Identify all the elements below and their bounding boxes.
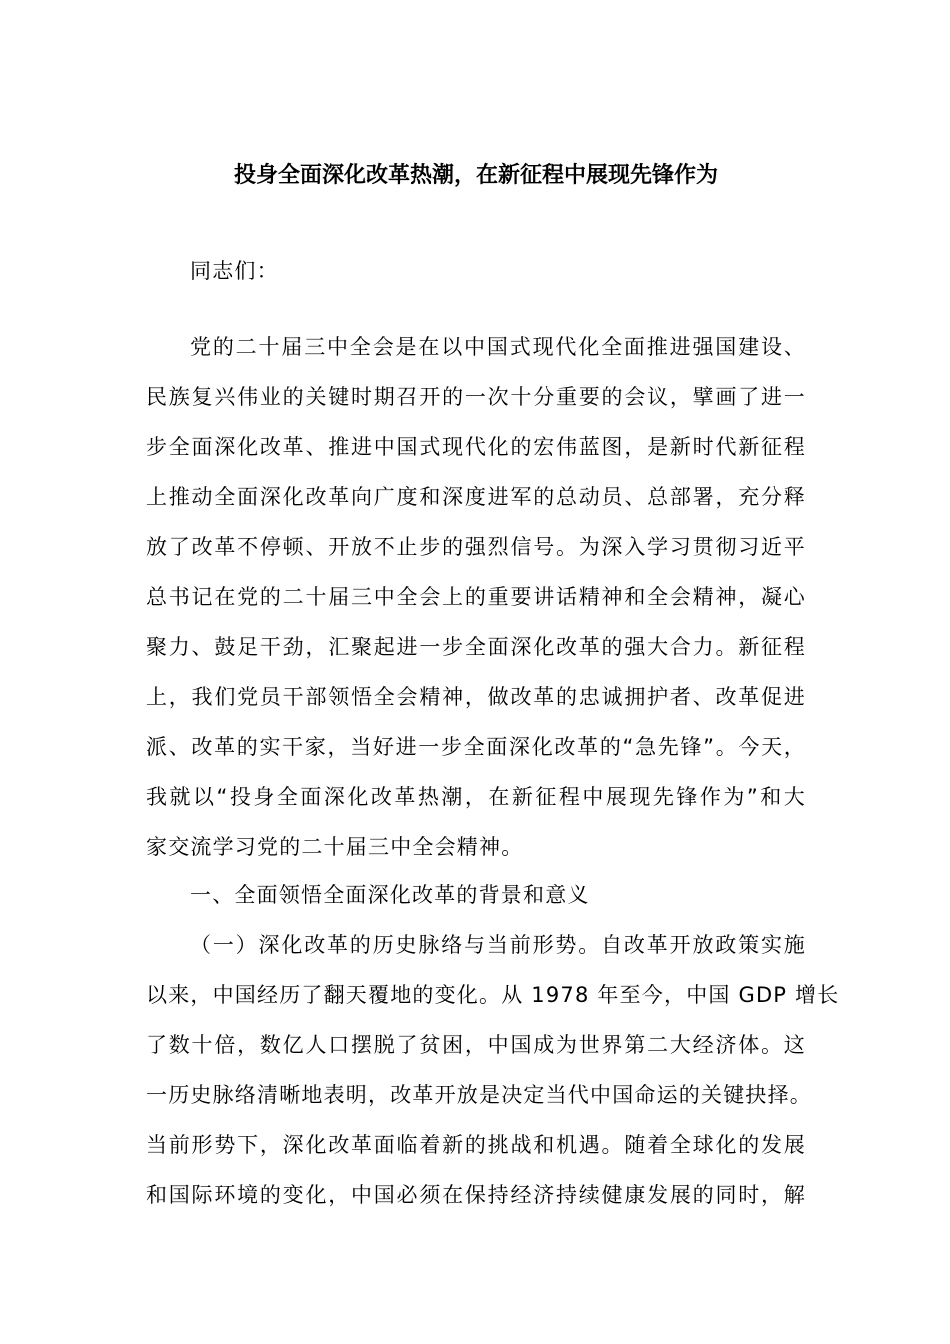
- paragraph-line: 上推动全面深化改革向广度和深度进军的总动员、总部署，充分释: [146, 485, 806, 509]
- paragraph-line: （一）深化改革的历史脉络与当前形势。自改革开放政策实施: [190, 933, 806, 957]
- paragraph-line: 民族复兴伟业的关键时期召开的一次十分重要的会议，擘画了进一: [146, 385, 806, 409]
- paragraph-line: 当前形势下，深化改革面临着新的挑战和机遇。随着全球化的发展: [146, 1133, 806, 1157]
- paragraph-line: 了数十倍，数亿人口摆脱了贫困，中国成为世界第二大经济体。这: [146, 1033, 806, 1057]
- paragraph-line: 上，我们党员干部领悟全会精神，做改革的忠诚拥护者、改革促进: [146, 685, 806, 709]
- paragraph-line: 一历史脉络清晰地表明，改革开放是决定当代中国命运的关键抉择。: [146, 1083, 812, 1107]
- document-title: 投身全面深化改革热潮，在新征程中展现先锋作为: [233, 163, 718, 188]
- paragraph-line: 总书记在党的二十届三中全会上的重要讲话精神和全会精神，凝心: [146, 585, 806, 609]
- salutation: 同志们：: [190, 259, 279, 283]
- paragraph-line: 派、改革的实干家，当好进一步全面深化改革的“急先锋”。今天，: [146, 735, 806, 759]
- paragraph-line: 以来，中国经历了翻天覆地的变化。从 1978 年至今，中国 GDP 增长: [146, 983, 840, 1007]
- paragraph-line: 聚力、鼓足干劲，汇聚起进一步全面深化改革的强大合力。新征程: [146, 635, 806, 659]
- paragraph-line: 我就以“投身全面深化改革热潮，在新征程中展现先锋作为”和大: [146, 785, 806, 809]
- paragraph-line: 和国际环境的变化，中国必须在保持经济持续健康发展的同时，解: [146, 1183, 806, 1207]
- paragraph-line: 步全面深化改革、推进中国式现代化的宏伟蓝图，是新时代新征程: [146, 435, 806, 459]
- section-heading: 一、全面领悟全面深化改革的背景和意义: [190, 883, 590, 907]
- paragraph-line: 家交流学习党的二十届三中全会精神。: [146, 835, 524, 859]
- paragraph-line: 党的二十届三中全会是在以中国式现代化全面推进强国建设、: [190, 335, 806, 359]
- paragraph-line: 放了改革不停顿、开放不止步的强烈信号。为深入学习贯彻习近平: [146, 535, 806, 559]
